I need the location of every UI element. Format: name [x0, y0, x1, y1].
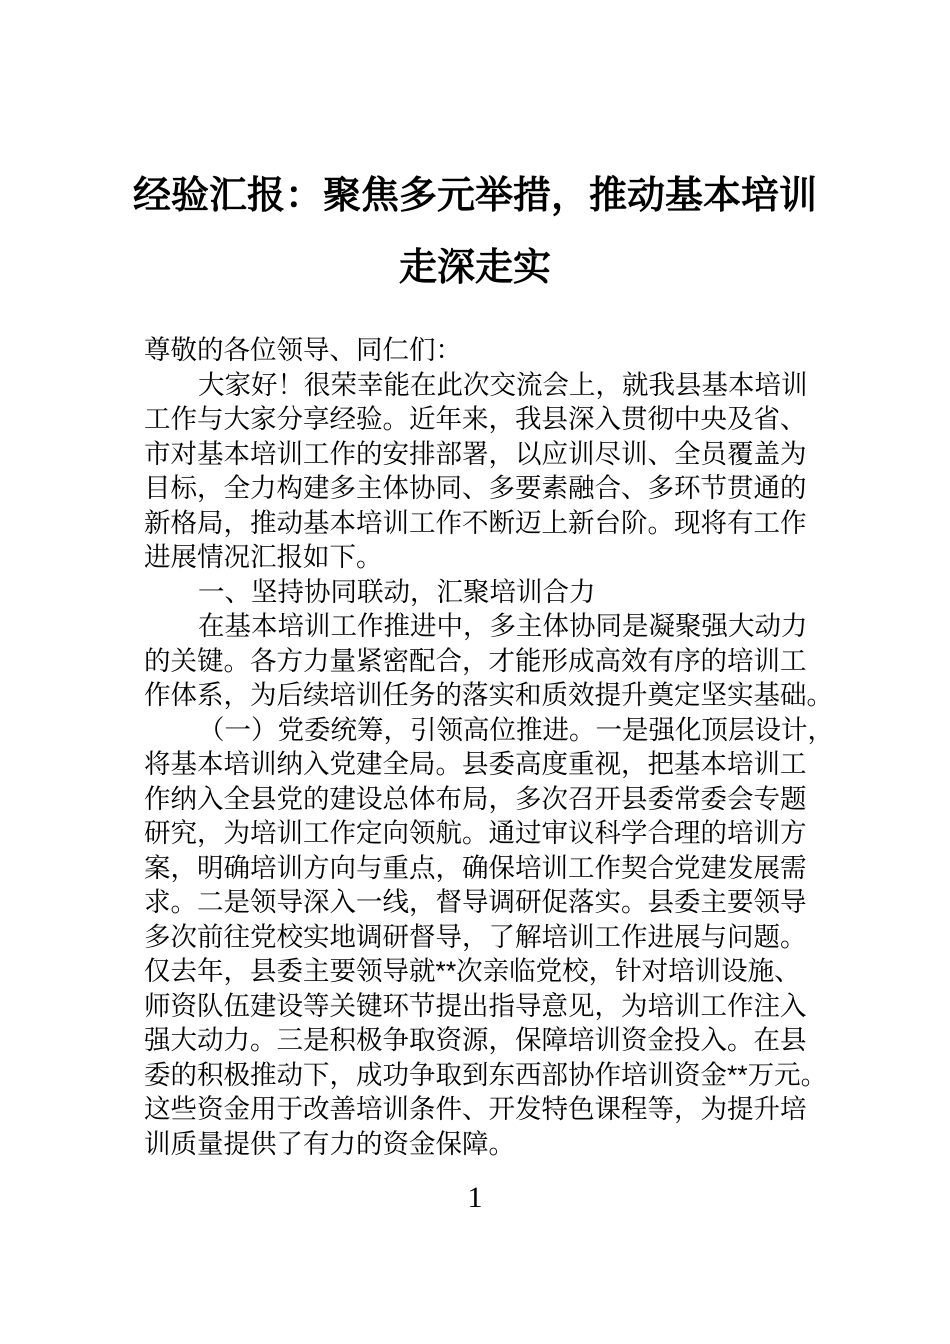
page-footer — [0, 1180, 950, 1216]
document-body — [144, 333, 834, 1161]
paragraph — [144, 609, 833, 713]
text-line: 这些资金用于改善培训条件、开发特色课程等，为提升培 — [144, 1094, 807, 1124]
text-line: 多次前往党校实地调研督导，了解培训工作进展与问题。 — [144, 921, 807, 952]
text-line: 目标，全力构建多主体协同、多要素融合、多环节贯通的 — [144, 473, 807, 503]
text-line: 市对基本培训工作的安排部署，以应训尽训、全员覆盖为 — [144, 438, 807, 469]
document-title — [0, 160, 950, 304]
title-line-2: 走深走实 — [398, 247, 551, 289]
text-line: 一、坚持协同联动，汇聚培训合力 — [198, 576, 596, 607]
page-number: 1 — [467, 1181, 483, 1214]
text-line: 进展情况汇报如下。 — [144, 542, 383, 572]
text-line: （一）党委统筹，引领高位推进。一是强化顶层设计， — [198, 714, 834, 745]
text-line: 在基本培训工作推进中，多主体协同是凝聚强大动力 — [198, 611, 808, 641]
text-line: 案，明确培训方向与重点，确保培训工作契合党建发展需 — [144, 852, 807, 883]
text-line: 作体系，为后续培训任务的落实和质效提升奠定坚实基础。 — [144, 680, 833, 710]
text-line: 工作与大家分享经验。近年来，我县深入贯彻中央及省、 — [144, 404, 807, 434]
text-line: 仅去年，县委主要领导就**次亲临党校，针对培训设施、 — [144, 956, 801, 986]
text-line: 训质量提供了有力的资金保障。 — [144, 1128, 515, 1159]
paragraph — [144, 368, 808, 575]
text-line: 尊敬的各位领导、同仁们： — [144, 335, 462, 365]
text-line: 强大动力。三是积极争取资源，保障培训资金投入。在县 — [144, 1025, 807, 1055]
text-line: 求。二是领导深入一线，督导调研促落实。县委主要领导 — [144, 887, 807, 917]
paragraph — [144, 575, 798, 610]
text-line: 的关键。各方力量紧密配合，才能形成高效有序的培训工 — [144, 645, 807, 676]
text-line: 研究，为培训工作定向领航。通过审议科学合理的培训方 — [144, 818, 807, 848]
text-line: 师资队伍建设等关键环节提出指导意见，为培训工作注入 — [144, 990, 807, 1021]
text-line: 大家好！很荣幸能在此次交流会上，就我县基本培训 — [198, 369, 808, 400]
paragraph — [144, 713, 834, 1162]
title-line-1: 经验汇报：聚焦多元举措，推动基本培训 — [132, 175, 817, 217]
text-line: 新格局，推动基本培训工作不断迈上新台阶。现将有工作 — [144, 507, 807, 538]
text-line: 委的积极推动下，成功争取到东西部协作培训资金**万元。 — [144, 1059, 828, 1090]
text-line: 作纳入全县党的建设总体布局，多次召开县委常委会专题 — [144, 783, 807, 814]
paragraph — [144, 333, 798, 368]
text-line: 将基本培训纳入党建全局。县委高度重视，把基本培训工 — [144, 749, 807, 779]
